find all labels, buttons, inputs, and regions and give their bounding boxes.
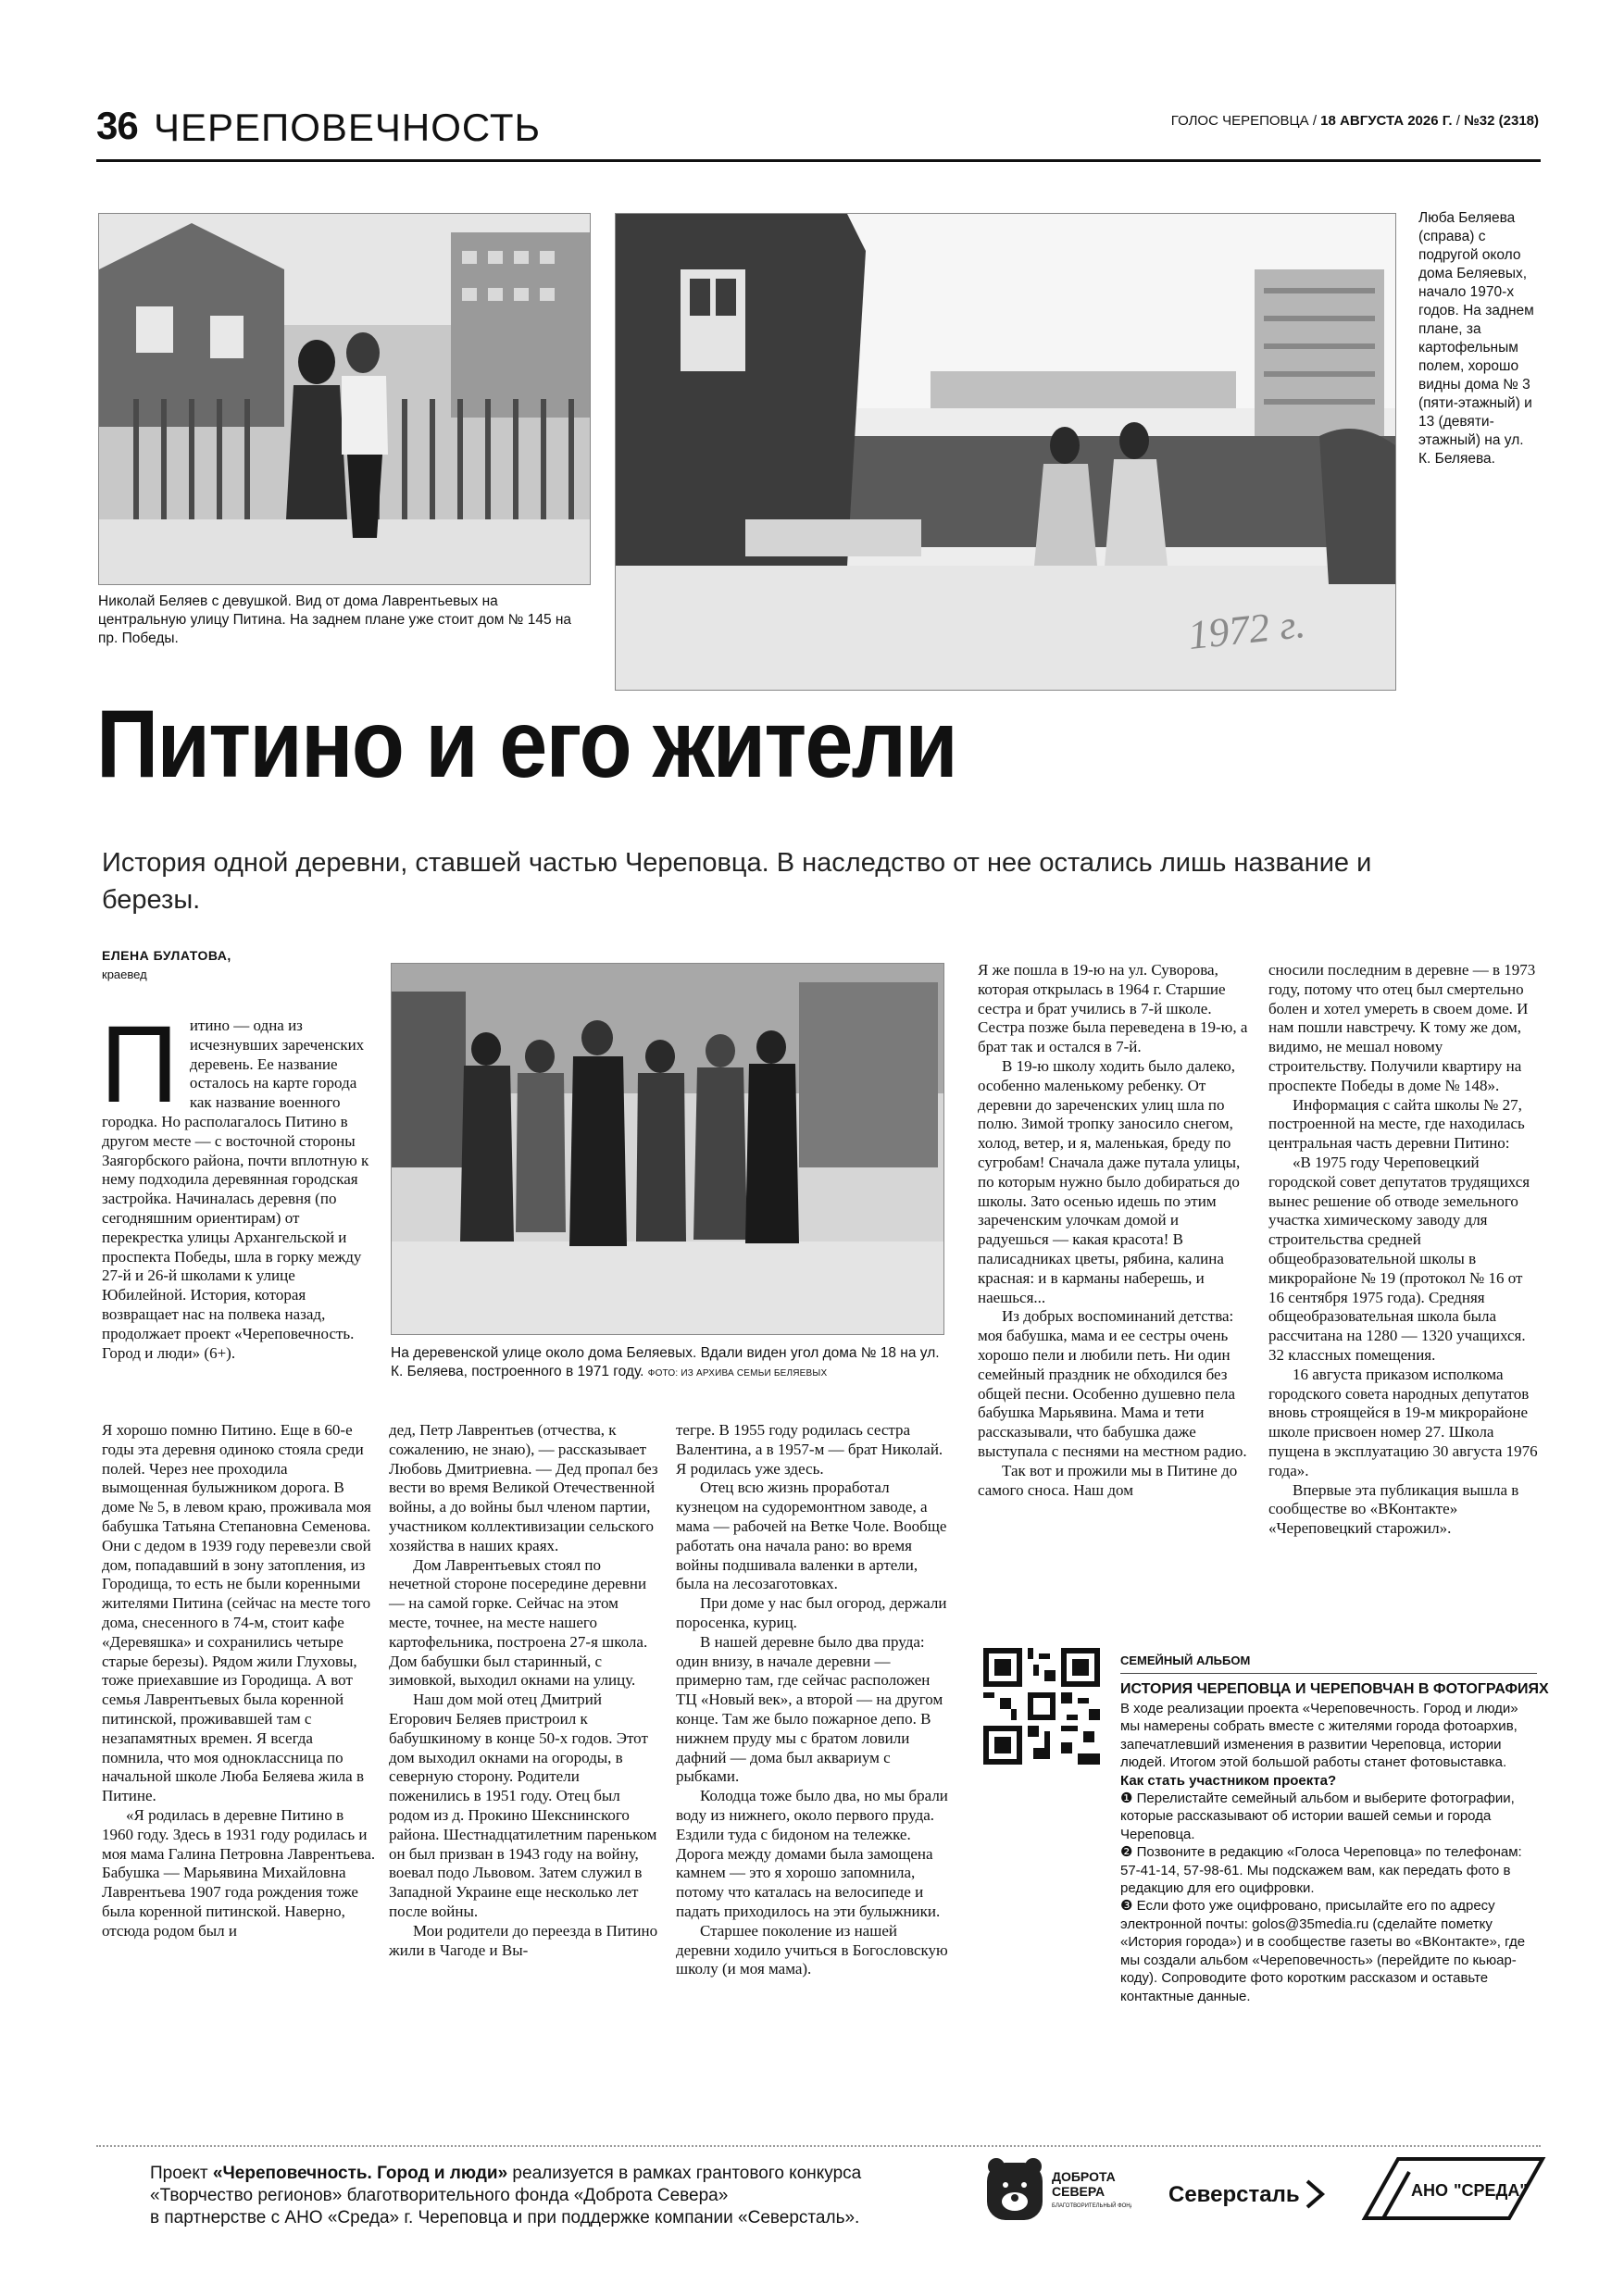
article-paragraph: При доме у нас был огород, держали поросенка, куриц.: [676, 1594, 947, 1631]
severstal-logo: [1168, 2176, 1326, 2213]
page-number: 36: [96, 104, 138, 147]
photo3-credit: ФОТО: ИЗ АРХИВА СЕМЬИ БЕЛЯЕВЫХ: [647, 1368, 828, 1379]
footer-text: [150, 2163, 983, 2229]
article-paragraph: Дом Лаврентьевых стоял по нечетной стороне посередине деревни — на самой горке. Сейчас на этом месте, точнее, на месте нашего картофельника, построена 27-я школа. Дом бабушки был старинный, с зимовкой, выходил окнами на улицу.: [389, 1555, 648, 1690]
author-role: краевед: [102, 967, 147, 981]
photo3-caption-text: На деревенской улице около дома Беляевых. Вдали виден угол дома № 18 на ул. К. Беляева, построенного в 1971 году.: [391, 1345, 940, 1379]
album-rule: [1120, 1673, 1537, 1674]
article-paragraph: «В 1975 году Череповецкий городской совет депутатов трудящихся вынес решение об отводе земельного участка химическому заводу для строительства средней общеобразовательной школы в микрорайоне № 19 (протокол № 16 от 16 сентября 1975 года). Средняя общеобразовательная школа была рассчитана на 1280 — 1320 учащихся. 32 классных помещения.: [1268, 1153, 1530, 1364]
album-step-1: ❶ Перелистайте семейный альбом и выберите фотографии, которые рассказывают об истории вашей семьи и города Череповца.: [1120, 1791, 1515, 1842]
photo-couple-street: [98, 213, 591, 585]
article-paragraph: Я хорошо помню Питино. Еще в 60-е годы эта деревня одиноко стояла среди полей. Через нее проходила вымощенная булыжником дорога. В доме № 5, в левом краю, проживала моя бабушка Татьяна Степановна Семенова. Они с дедом в 1939 году перевезли свой дом, попадавший в зону затопления, из Городища, то есть не были коренными жителями Питина (сейчас на месте того дома, снесенного в 74-м, стоит кафе «Деревяшка» и сохранились четыре старые березы). Рядом жили Глуховы, тоже приехавшие из Городища. А вот семья Лаврентьевых была коренной питинской, проживавшей там с незапамятных времен. Я всегда помнила, что моя одноклассница по начальной школе Люба Беляева жила в Питине.: [102, 1421, 371, 1805]
article-paragraph: Наш дом мой отец Дмитрий Егорович Беляев пристроил к бабушкиному в конце 50-х годов. Этот дом выходил окнами на огороды, в северную сторону. Родители поженились в 1951 году. Отец был родом из д. Прокино Шекснинского района. Шестнадцатилетним пареньком он был призван в 1943 году на войну, воевал подо Львовом. Затем служил в Западной Украине еще несколько лет после войны.: [389, 1691, 657, 1920]
deck: История одной деревни, ставшей частью Череповца. В наследство от нее остались лишь название и березы.: [102, 848, 1372, 915]
photo-girls-house: [615, 213, 1396, 691]
article-paragraph: Из добрых воспоминаний детства: моя бабушка, мама и ее сестры очень хорошо пели и любили петь. Ни один семейный праздник не обходился без общей песни. Особенно душевно пела бабушка Марьявина. Мама и тети рассказывали, что бабушка даже выступала с песнями на местном радио.: [978, 1307, 1247, 1460]
publication-info: ГОЛОС ЧЕРЕПОВЦА / 18 АВГУСТА 2026 Г. / №32 (2318): [1170, 113, 1539, 129]
headline: Питино и его жители: [96, 691, 957, 798]
article-paragraph: Мои родители до переезда в Питино жили в Чагоде и Вы-: [389, 1921, 658, 1959]
album-intro: В ходе реализации проекта «Череповечность. Город и люди» мы намерены собрать вместе с жителями города фотоархив, запечатлевший изменения в развитии Череповца, истории людей. Итогом этой большой работы станет фотовыставка.: [1120, 1701, 1518, 1771]
dobrota-severa-logo: [980, 2153, 1131, 2227]
logo1-sub: БЛАГОТВОРИТЕЛЬНЫЙ ФОНД: [1052, 2203, 1131, 2209]
issue-date: 18 АВГУСТА 2026 Г.: [1320, 113, 1453, 129]
article-paragraph: Впервые эта публикация вышла в сообществе во «ВКонтакте» «Череповецкий старожил».: [1268, 1480, 1519, 1538]
photo-family-group: [391, 963, 944, 1335]
logo1-line1: ДОБРОТА: [1052, 2169, 1116, 2184]
author-name: ЕЛЕНА БУЛАТОВА,: [102, 948, 231, 963]
column-4: [978, 961, 1252, 1500]
publication-name: ГОЛОС ЧЕРЕПОВЦА: [1170, 113, 1309, 129]
footer-line1-rest: реализуется в рамках грантового конкурса: [507, 2164, 862, 2183]
article-paragraph: Так вот и прожили мы в Питине до самого сноса. Наш дом: [978, 1461, 1238, 1499]
article-paragraph: «Я родилась в деревне Питино в 1960 году. Здесь в 1931 году родилась и моя мама Галина Петровна Лаврентьева. Бабушка — Марьявина Михайловна Лаврентьева 1907 года рождения тоже была коренной питинской. Наверно, отсюда родом был и: [102, 1805, 376, 1940]
lead-text: итино — одна из исчезнувших зареченских деревень. Ее название осталось на карте города как название военного городка. Но располагалось Питино в другом месте — с восточной стороны Заягорбского района, почти вплотную к нему подходила деревянная городская застройка. Начиналась деревня (по сегодняшним ориентирам) от перекрестка улицы Архангельской и проспекта Победы, шла в горку между 27-й и 26-й школами к улице Юбилейной. История, которая возвращает нас на полвека назад, продолжает проект «Череповечность. Город и люди» (6+).: [102, 1017, 369, 1362]
footer-line3: в партнерстве с АНО «Среда» г. Череповца и при поддержке компании «Северсталь».: [150, 2208, 860, 2227]
header-rule: [96, 159, 1541, 162]
qr-code[interactable]: [983, 1648, 1100, 1765]
logo2-text: Северсталь: [1168, 2182, 1300, 2207]
album-body: [1120, 1700, 1539, 2005]
footer-line2: «Творчество регионов» благотворительного фонда «Доброта Севера»: [150, 2186, 729, 2205]
column-5: [1268, 961, 1541, 1539]
article-paragraph: тегре. В 1955 году родилась сестра Валентина, а в 1957-м — брат Николай. Я родилась уже здесь.: [676, 1421, 943, 1478]
section-title: ЧЕРЕПОВЕЧНОСТЬ: [154, 106, 542, 149]
album-title: ИСТОРИЯ ЧЕРЕПОВЦА И ЧЕРЕПОВЧАН В ФОТОГРАФИЯХ: [1120, 1681, 1549, 1697]
photo2-handwriting: 1972 г.: [1185, 600, 1307, 658]
logo1-line2: СЕВЕРА: [1052, 2184, 1106, 2199]
footer-rule: [96, 2145, 1541, 2147]
article-paragraph: Отец всю жизнь проработал кузнецом на судоремонтном заводе, а мама — рабочей на Ветке Чоле. Вообще работать она начала рано: во время войны подшивала валенки в артели, была на лесозаготовках.: [676, 1479, 947, 1593]
lead-paragraph: [100, 1004, 376, 1363]
article-paragraph: Информация с сайта школы № 27, построенной на месте, где находилась центральная часть деревни Питино:: [1268, 1095, 1525, 1153]
article-paragraph: дед, Петр Лаврентьев (отчества, к сожалению, не знаю), — рассказывает Любовь Дмитриевна. — Дед пропал без вести во время Великой Отечественной войны, а до войны был членом партии, участником коллективизации сельского хозяйства в наших краях.: [389, 1421, 658, 1554]
article-paragraph: сносили последним в деревне — в 1973 году, потому что отец был смертельно болен и хотел умереть в своем доме. И нам пошли навстречу. К тому же дом, видимо, не мешал новому строительству. Получили квартиру на проспекте Победы в доме № 148».: [1268, 961, 1536, 1094]
article-paragraph: 16 августа приказом исполкома городского совета народных депутатов вновь строящейся в 19-м микрорайоне школе присвоен номер 27. Школа пущена в эксплуатацию 30 августа 1976 года».: [1268, 1365, 1538, 1479]
album-kicker: СЕМЕЙНЫЙ АЛЬБОМ: [1120, 1653, 1251, 1667]
drop-cap: П: [100, 1004, 179, 1126]
article-paragraph: В нашей деревне было два пруда: один внизу, в начале деревни — примерно там, где сейчас расположен ТЦ «Новый век», а второй — на другом конце. Там же было пожарное депо. В нижнем пруду мы с братом ловили дафний — дома был аквариум с рыбками.: [676, 1632, 943, 1786]
album-how-title: Как стать участником проекта?: [1120, 1772, 1337, 1789]
column-2: [389, 1421, 663, 1960]
logo3-a: АНО: [1411, 2181, 1448, 2200]
issue-number: №32 (2318): [1464, 113, 1539, 129]
article-paragraph: В 19-ю школу ходить было далеко, особенно маленькому ребенку. От деревни до зареченских улиц шла по полю. Зимой тропку заносило снегом, холод, ветер, и я, маленькая, бреду по сугробам! Сначала даже путала улицы, по которым нужно было добираться до школы. Зато осенью идешь по этим зареченским улочкам домой и радуешься — какая красота! В палисадниках цветы, рябина, калина красная: и в карманы наберешь, и наешься...: [978, 1056, 1241, 1306]
article-paragraph: Я же пошла в 19-ю на ул. Суворова, которая открылась в 1964 г. Старшие сестра и брат учились в 7-й школе. Сестра позже была переведена в 19-ю, а брат так и остался в 7-й.: [978, 961, 1248, 1056]
column-3: [676, 1421, 950, 1979]
album-step-2: ❷ Позвоните в редакцию «Голоса Череповца» по телефонам: 57-41-14, 57-98-61. Мы подскажем вам, как передать фото в редакцию для его оцифровки.: [1120, 1844, 1522, 1897]
album-step-3: ❸ Если фото уже оцифровано, присылайте его по адресу электронной почты: golos@35media.ru (сделайте пометку «История города») и в сообществе газеты во «ВКонтакте», где мы создали альбом «Череповечность» (перейдите по кьюар-коду). Сопроводите фото коротким рассказом и оставьте контактные данные.: [1120, 1898, 1526, 2004]
article-paragraph: Старшее поколение из нашей деревни ходило учиться в Богословскую школу (и моя мама).: [676, 1921, 948, 1978]
logo3-b: "СРЕДА": [1454, 2181, 1528, 2200]
article-paragraph: Колодца тоже было два, но мы брали воду из нижнего, около первого пруда. Ездили туда с бидоном на тележке. Дорога между домами была замощена камнем — это я хорошо запомнила, потому что каталась на велосипеде и падать приходилось на эти булыжники.: [676, 1787, 948, 1920]
footer-line1-prefix: Проект: [150, 2164, 213, 2183]
ano-sreda-logo: [1361, 2152, 1546, 2226]
column-1: [102, 1421, 376, 1941]
photo2-caption: Люба Беляева (справа) с подругой около дома Беляевых, начало 1970-х годов. На заднем плане, за картофельным полем, хорошо видны дома № 3 (пяти-этажный) и 13 (девяти-этажный) на ул. К. Беляева.: [1418, 210, 1534, 467]
photo3-caption: [391, 1344, 946, 1383]
photo1-caption: Николай Беляев с девушкой. Вид от дома Лаврентьевых на центральную улицу Питина. На заднем плане уже стоит дом № 145 на пр. Победы.: [98, 593, 572, 646]
footer-project-name: «Череповечность. Город и люди»: [212, 2164, 508, 2183]
